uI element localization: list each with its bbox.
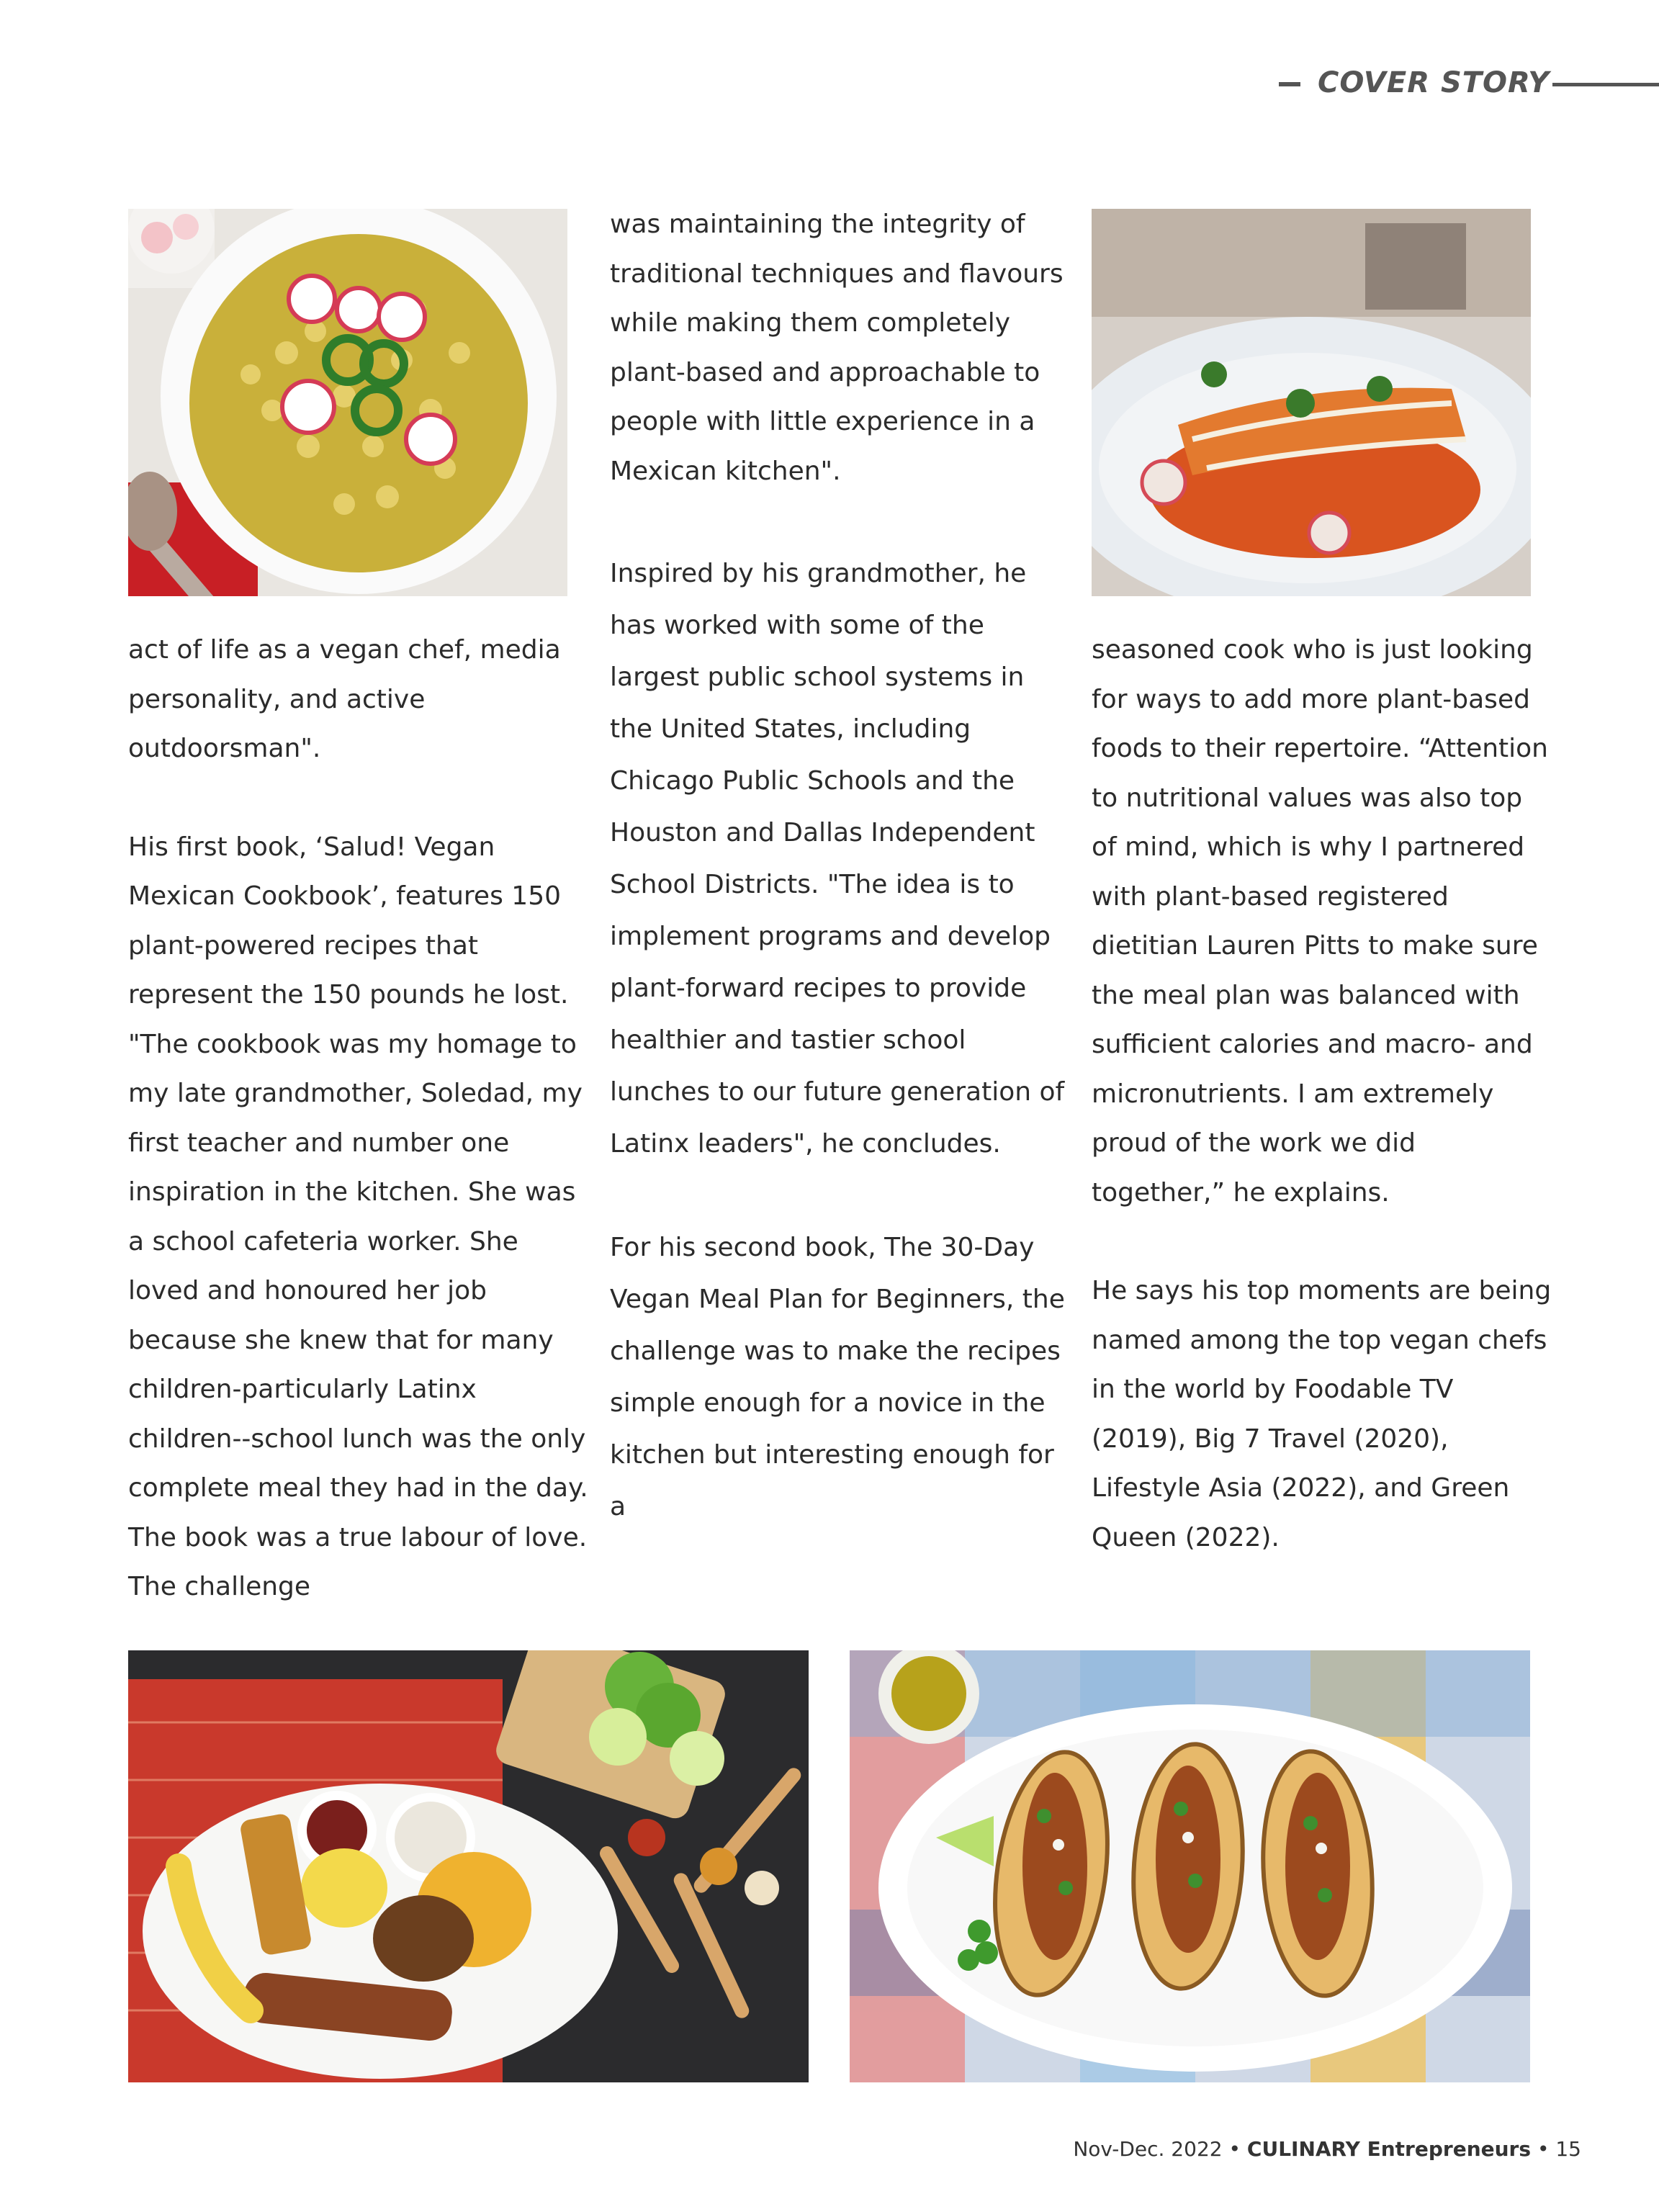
issue-date: Nov-Dec. 2022	[1073, 2137, 1223, 2161]
col3-paragraph-2: He says his top moments are being named among the top vegan chefs in the world by Foodable TV (2019), Big 7 Travel (2020), Lifestyle Asia (2022), and Green Queen (2022).	[1092, 1276, 1552, 1552]
text-column-3	[1092, 626, 1552, 1563]
col1-paragraph-2: His first book, ‘Salud! Vegan Mexican Cookbook’, features 150 plant-powered recipes that represent the 150 pounds he lost. "The cookbook was my homage to my late grandmother, Soledad, my first teacher and number one inspiration in the kitchen. She was a school cafeteria worker. She loved and honoured her job because she knew that for many children-particularly Latinx children--school lunch was the only complete meal they had in the day. The book was a true labour of love. The challenge	[128, 832, 588, 1601]
col1-paragraph-1: act of life as a vegan chef, media personality, and active outdoorsman".	[128, 635, 561, 763]
magazine-name: CULINARY Entrepreneurs	[1246, 2137, 1532, 2161]
footer-bullet-1: •	[1228, 2137, 1241, 2161]
tacos-photo	[850, 1650, 1530, 2082]
pozole-bowl-photo	[128, 209, 567, 596]
platter-photo	[128, 1650, 809, 2082]
col2-paragraph-2: Inspired by his grandmother, he has worked with some of the largest public school systems in the United States, including Chicago Public Schools and the Houston and Dallas Independent School Districts. "The idea is to implement programs and develop plant-forward recipes to provide healthier and tastier school lunches to our future generation of Latinx leaders", he concludes.	[610, 559, 1065, 1159]
section-label: COVER STORY	[1318, 66, 1550, 99]
header-rule	[1552, 83, 1659, 86]
col2-paragraph-3: For his second book, The 30-Day Vegan Meal Plan for Beginners, the challenge was to make the recipes simple enough for a novice in the kitchen but interesting enough for a	[610, 1233, 1065, 1521]
enchiladas-photo	[1092, 209, 1531, 596]
col2-paragraph-1: was maintaining the integrity of traditional techniques and flavours while making them completely plant-based and approachable to people with little experience in a Mexican kitchen".	[610, 210, 1064, 486]
col3-paragraph-1: seasoned cook who is just looking for ways to add more plant-based foods to their repertoire. “Attention to nutritional values was also top of mind, which is why I partnered with plant-based registered dietitian Lauren Pitts to make sure the meal plan was balanced with sufficient calories and macro- and micronutrients. I am extremely proud of the work we did together,” he explains.	[1092, 635, 1548, 1208]
page-number: 15	[1555, 2137, 1581, 2161]
footer-bullet-2: •	[1537, 2137, 1550, 2161]
page-footer	[1073, 2137, 1581, 2161]
text-column-1	[128, 626, 589, 1612]
header-dash	[1279, 82, 1300, 86]
text-column-2	[610, 200, 1071, 1533]
